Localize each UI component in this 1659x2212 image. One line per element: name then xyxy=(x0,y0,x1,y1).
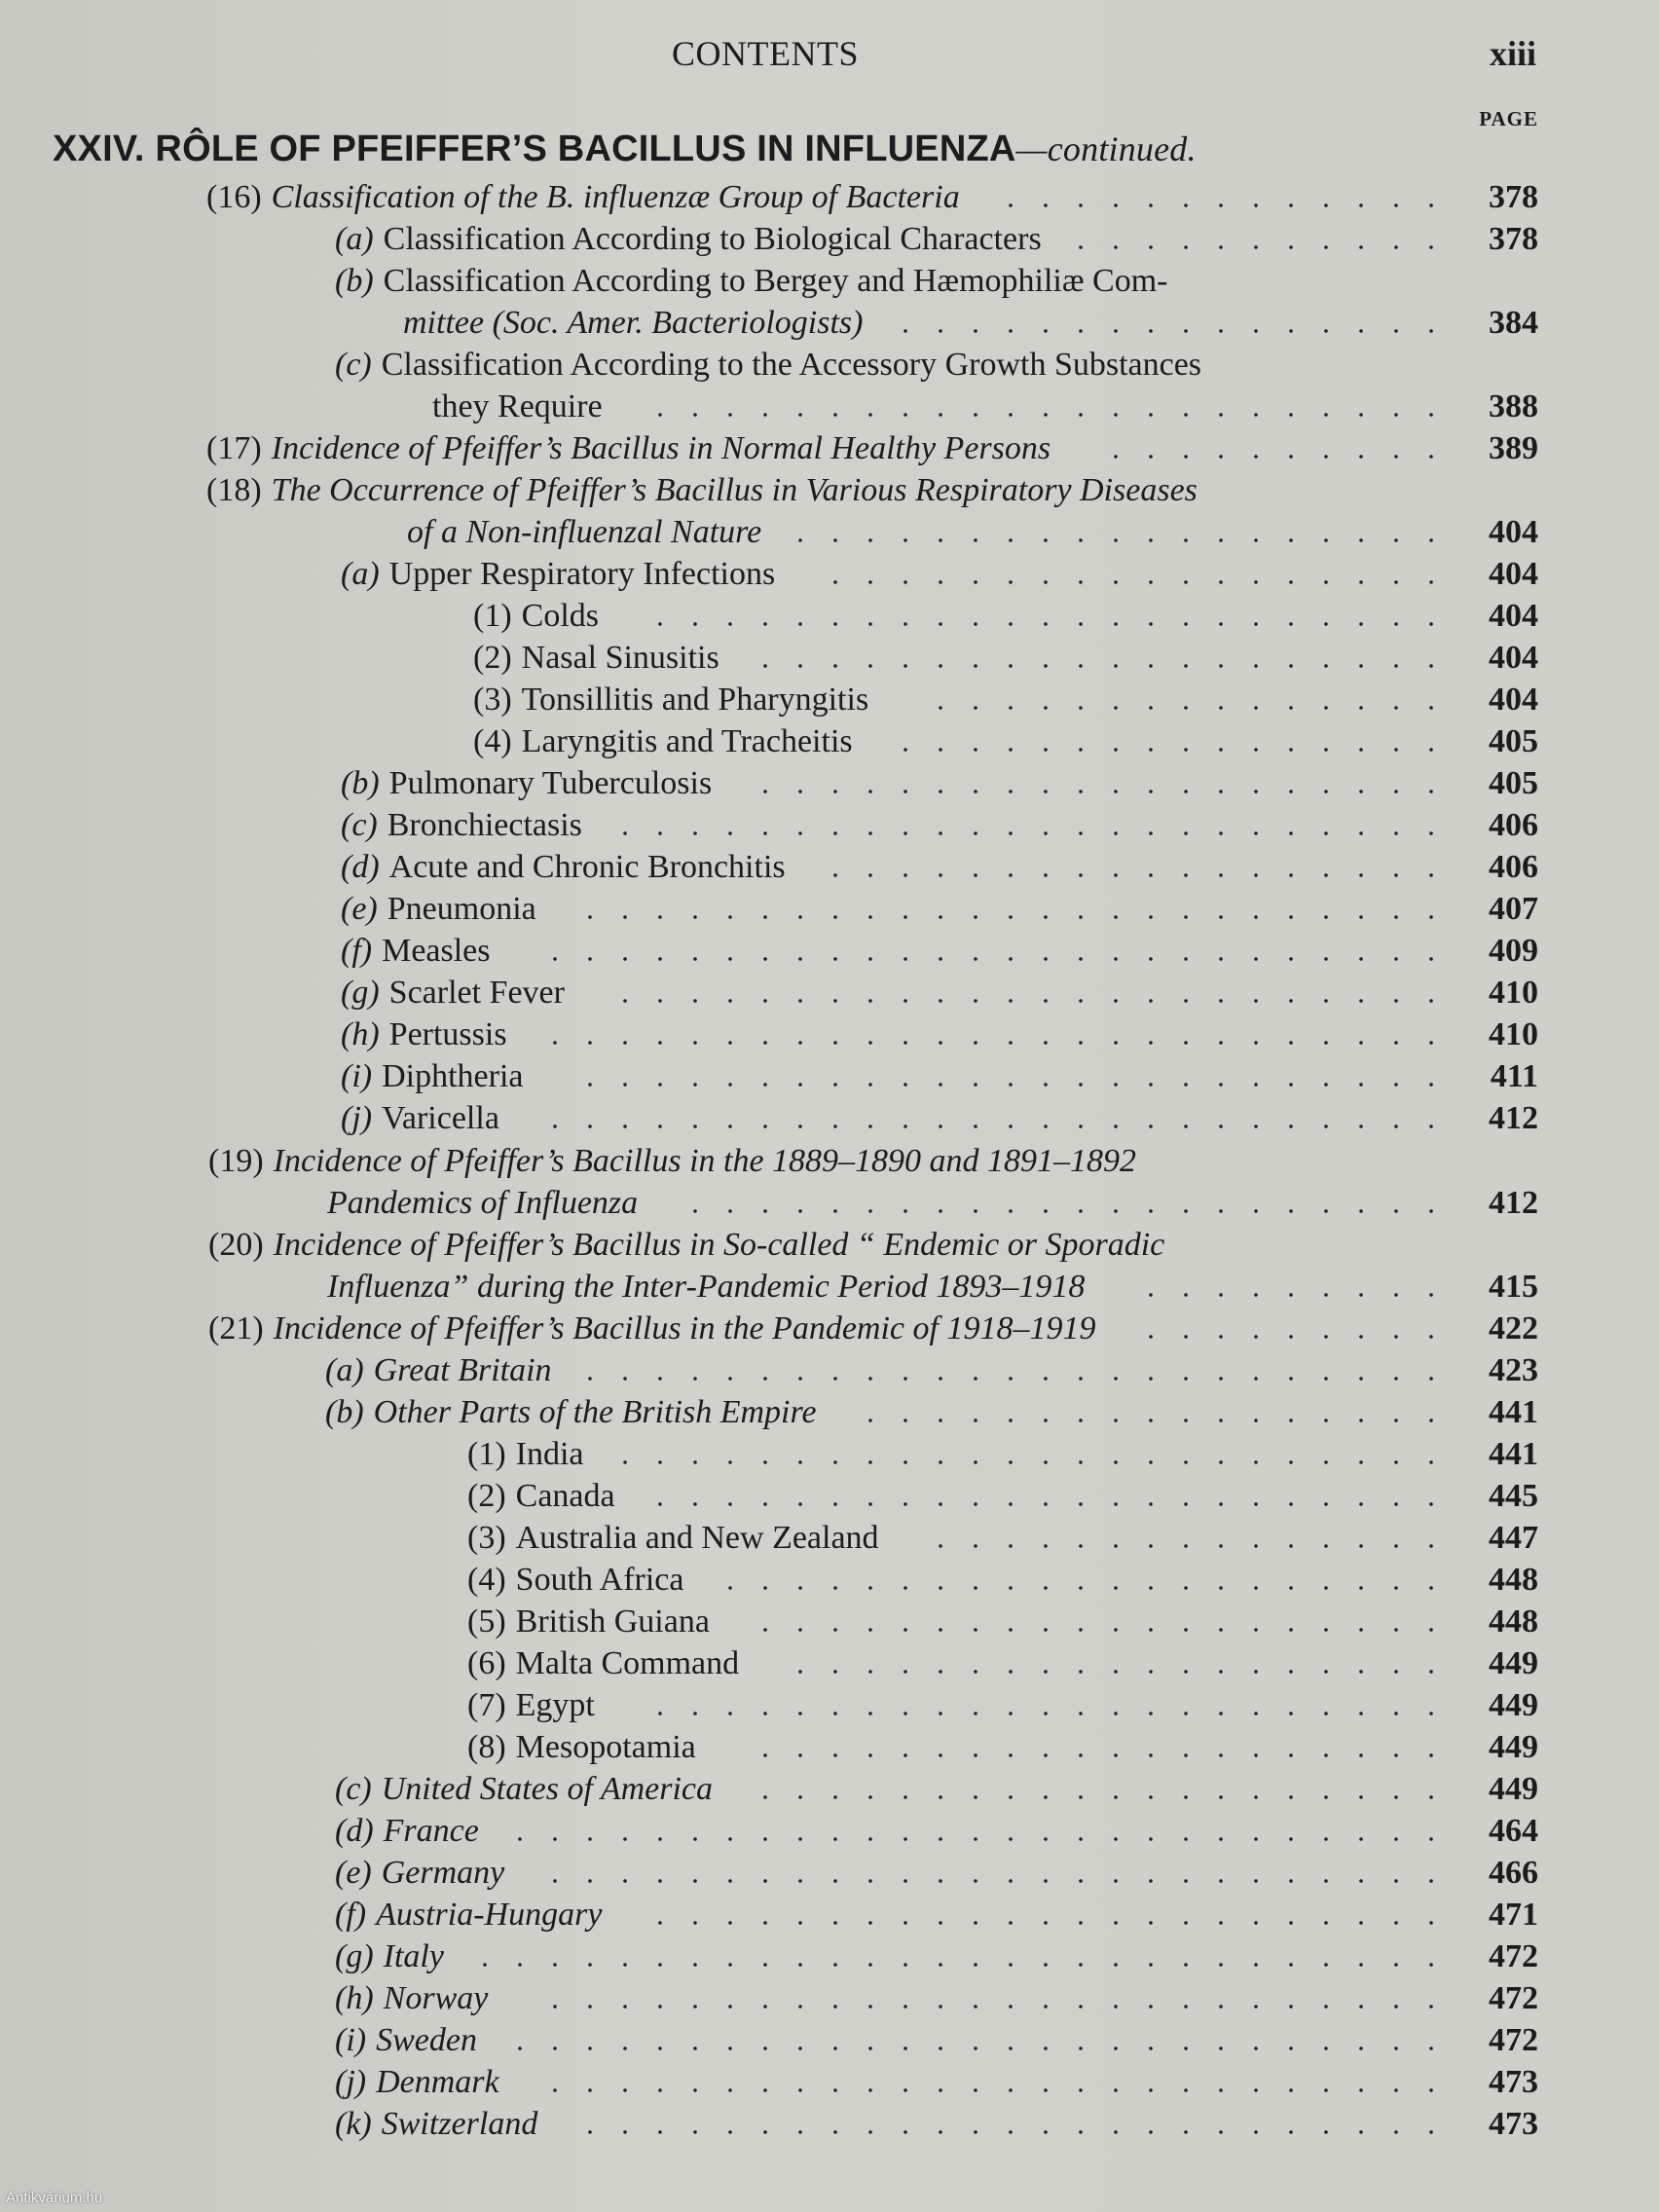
entry-letter: (b) xyxy=(341,765,380,801)
toc-entry[interactable] xyxy=(467,1434,1538,1475)
toc-entry[interactable] xyxy=(467,1560,1538,1601)
entry-title: Mesopotamia xyxy=(515,1729,696,1765)
entry-letter: (c) xyxy=(335,347,372,383)
entry-page: 445 xyxy=(1489,1478,1538,1514)
entry-page: 412 xyxy=(1489,1100,1538,1136)
entry-title: The Occurrence of Pfeiffer’s Bacillus in Various Respiratory Diseases xyxy=(271,472,1198,508)
entry-number: (4) xyxy=(467,1562,506,1598)
toc-entry[interactable] xyxy=(206,177,1538,218)
toc-entry[interactable] xyxy=(335,261,1460,302)
entry-number: (8) xyxy=(467,1729,506,1765)
toc-entry[interactable] xyxy=(341,847,1538,888)
entry-page: 422 xyxy=(1489,1310,1538,1346)
toc-entry[interactable] xyxy=(206,470,1460,511)
toc-entry[interactable] xyxy=(335,345,1460,386)
entry-title: Incidence of Pfeiffer’s Bacillus in the 1889–1890 and 1891–1892 xyxy=(273,1143,1137,1179)
entry-letter: (h) xyxy=(341,1016,380,1052)
entry-title: Acute and Chronic Bronchitis xyxy=(388,849,786,885)
entry-number: (21) xyxy=(208,1310,264,1346)
entry-page: 388 xyxy=(1489,388,1538,424)
entry-page: 404 xyxy=(1489,598,1538,634)
entry-title: Classification According to Biological Characters xyxy=(383,221,1042,257)
entry-title: United States of America xyxy=(381,1771,714,1807)
entry-page: 472 xyxy=(1489,1938,1538,1974)
toc-entry[interactable] xyxy=(341,931,1538,972)
entry-page: 466 xyxy=(1489,1855,1538,1891)
entry-page: 448 xyxy=(1489,1562,1538,1598)
toc-entry-continuation xyxy=(407,512,1538,553)
toc-entry[interactable] xyxy=(341,1098,1538,1139)
toc-entry[interactable] xyxy=(341,973,1538,1014)
entry-page: 410 xyxy=(1489,975,1538,1011)
entry-page: 404 xyxy=(1489,514,1538,550)
toc-entry[interactable] xyxy=(325,1392,1538,1433)
toc-entry[interactable] xyxy=(335,1811,1538,1852)
entry-letter: (f) xyxy=(335,1897,367,1933)
entry-page: 406 xyxy=(1489,849,1538,885)
entry-letter: (d) xyxy=(335,1813,374,1849)
entry-continuation: mittee (Soc. Amer. Bacteriologists) xyxy=(403,305,864,341)
entry-title: Tonsillitis and Pharyngitis xyxy=(521,682,869,718)
entry-page: 441 xyxy=(1489,1394,1538,1430)
entry-letter: (a) xyxy=(341,556,380,592)
entry-letter: (g) xyxy=(341,975,380,1011)
entry-title: Classification According to Bergey and Hæmophiliæ Com- xyxy=(383,263,1168,299)
toc-entry[interactable] xyxy=(467,1685,1538,1726)
entry-number: (17) xyxy=(206,430,262,466)
toc-entry[interactable] xyxy=(341,554,1538,595)
toc-entry[interactable] xyxy=(335,1853,1538,1894)
chapter-continued: —continued. xyxy=(1015,129,1197,168)
entry-page: 472 xyxy=(1489,2022,1538,2058)
entry-page: 473 xyxy=(1489,2106,1538,2142)
entry-title: Incidence of Pfeiffer’s Bacillus in So-called “ Endemic or Sporadic xyxy=(273,1227,1165,1263)
entry-page: 441 xyxy=(1489,1436,1538,1472)
toc-entry[interactable] xyxy=(335,1978,1538,2019)
entry-letter: (e) xyxy=(341,891,378,927)
entry-page: 448 xyxy=(1489,1604,1538,1640)
entry-title: Denmark xyxy=(376,2064,499,2100)
entry-letter: (h) xyxy=(335,1980,374,2016)
entry-title: Incidence of Pfeiffer’s Bacillus in the Pandemic of 1918–1919 xyxy=(273,1310,1096,1346)
toc-entry[interactable] xyxy=(473,638,1538,679)
entry-continuation: of a Non-influenzal Nature xyxy=(407,514,762,550)
toc-entry[interactable] xyxy=(335,2020,1538,2061)
entry-number: (16) xyxy=(206,179,262,215)
entry-title: Bronchiectasis xyxy=(387,807,582,843)
chapter-title: XXIV. RÔLE OF PFEIFFER’S BACILLUS IN INFLUENZA xyxy=(53,129,1016,169)
toc-entry[interactable] xyxy=(341,763,1538,804)
entry-title: Germany xyxy=(381,1855,505,1891)
entry-title: Pneumonia xyxy=(387,891,536,927)
entry-page: 389 xyxy=(1489,430,1538,466)
page-column-label: PAGE xyxy=(1479,107,1538,130)
entry-letter: (i) xyxy=(341,1058,373,1094)
entry-page: 447 xyxy=(1489,1520,1538,1556)
toc-entry[interactable] xyxy=(473,596,1538,637)
entry-letter: (b) xyxy=(325,1394,364,1430)
toc-entry[interactable] xyxy=(473,721,1538,762)
entry-page: 473 xyxy=(1489,2064,1538,2100)
toc-entry[interactable] xyxy=(341,1014,1538,1055)
entry-letter: (k) xyxy=(335,2106,372,2142)
toc-entry[interactable] xyxy=(467,1518,1538,1559)
entry-number: (3) xyxy=(467,1520,506,1556)
toc-entry-continuation xyxy=(327,1267,1538,1308)
entry-continuation: they Require xyxy=(432,388,603,424)
entry-title: Diphtheria xyxy=(382,1058,524,1094)
entry-title: Switzerland xyxy=(381,2106,538,2142)
entry-title: Classification of the B. influenzæ Group of Bacteria xyxy=(271,179,960,215)
entry-title: India xyxy=(515,1436,584,1472)
toc-entry[interactable] xyxy=(208,1309,1538,1349)
entry-number: (2) xyxy=(467,1478,506,1514)
watermark: Antikvárium.hu xyxy=(6,2190,103,2206)
entry-number: (5) xyxy=(467,1604,506,1640)
entry-title: British Guiana xyxy=(515,1604,710,1640)
toc-entry[interactable] xyxy=(335,2062,1538,2103)
entry-number: (20) xyxy=(208,1227,264,1263)
entry-page: 404 xyxy=(1489,640,1538,676)
entry-page: 406 xyxy=(1489,807,1538,843)
entry-letter: (g) xyxy=(335,1938,374,1974)
entry-title: France xyxy=(383,1813,479,1849)
entry-number: (3) xyxy=(473,682,512,718)
entry-title: South Africa xyxy=(515,1562,684,1598)
entry-letter: (i) xyxy=(335,2022,367,2058)
toc-entry[interactable] xyxy=(467,1727,1538,1768)
entry-title: Austria-Hungary xyxy=(376,1897,603,1933)
entry-number: (2) xyxy=(473,640,512,676)
entry-title: Scarlet Fever xyxy=(388,975,565,1011)
entry-page: 404 xyxy=(1489,682,1538,718)
entry-number: (1) xyxy=(467,1436,506,1472)
entry-number: (4) xyxy=(473,723,512,759)
toc-entry[interactable] xyxy=(208,1225,1460,1266)
entry-letter: (j) xyxy=(341,1100,373,1136)
entry-title: Norway xyxy=(383,1980,489,2016)
entry-title: Measles xyxy=(382,933,491,969)
entry-page: 378 xyxy=(1489,179,1538,215)
page-folio: xiii xyxy=(1489,34,1536,73)
entry-page: 378 xyxy=(1489,221,1538,257)
toc-entry[interactable] xyxy=(335,219,1538,260)
entry-letter: (b) xyxy=(335,263,374,299)
toc-entry[interactable] xyxy=(335,1769,1538,1810)
entry-letter: (c) xyxy=(335,1771,372,1807)
toc-entry[interactable] xyxy=(341,889,1538,930)
toc-entry[interactable] xyxy=(335,1895,1538,1936)
toc-entry[interactable] xyxy=(467,1643,1538,1684)
toc-entry[interactable] xyxy=(467,1476,1538,1517)
running-title: CONTENTS xyxy=(672,34,859,73)
entry-title: Australia and New Zealand xyxy=(515,1520,879,1556)
entry-title: Laryngitis and Tracheitis xyxy=(521,723,853,759)
entry-title: Classification According to the Accessory Growth Substances xyxy=(381,347,1202,383)
toc-entry-continuation xyxy=(403,303,1538,344)
entry-letter: (e) xyxy=(335,1855,372,1891)
toc-entry[interactable] xyxy=(341,805,1538,846)
entry-letter: (j) xyxy=(335,2064,367,2100)
entry-page: 405 xyxy=(1489,765,1538,801)
entry-title: Nasal Sinusitis xyxy=(521,640,719,676)
entry-page: 415 xyxy=(1489,1269,1538,1305)
entry-page: 405 xyxy=(1489,723,1538,759)
toc-entry[interactable] xyxy=(473,680,1538,720)
entry-title: Colds xyxy=(521,598,600,634)
entry-title: Italy xyxy=(383,1938,444,1974)
entry-title: Great Britain xyxy=(373,1352,552,1388)
entry-number: (19) xyxy=(208,1143,264,1179)
entry-continuation: Influenza” during the Inter-Pandemic Period 1893–1918 xyxy=(327,1269,1086,1305)
entry-title: Other Parts of the British Empire xyxy=(373,1394,817,1430)
toc-entry[interactable] xyxy=(335,1936,1538,1977)
toc-entry[interactable] xyxy=(335,2104,1538,2145)
entry-number: (6) xyxy=(467,1645,506,1681)
toc-entry[interactable] xyxy=(467,1602,1538,1642)
toc-entry-continuation xyxy=(432,387,1538,427)
entry-page: 423 xyxy=(1489,1352,1538,1388)
toc-entry[interactable] xyxy=(341,1056,1538,1097)
entry-page: 449 xyxy=(1489,1771,1538,1807)
toc-entry[interactable] xyxy=(208,1141,1460,1182)
entry-page: 409 xyxy=(1489,933,1538,969)
entry-number: (1) xyxy=(473,598,512,634)
entry-page: 472 xyxy=(1489,1980,1538,2016)
entry-page: 404 xyxy=(1489,556,1538,592)
entry-page: 411 xyxy=(1490,1058,1538,1094)
entry-title: Canada xyxy=(515,1478,615,1514)
entry-page: 464 xyxy=(1489,1813,1538,1849)
entry-title: Pertussis xyxy=(388,1016,507,1052)
entry-title: Varicella xyxy=(382,1100,499,1136)
entry-page: 407 xyxy=(1489,891,1538,927)
entry-title: Upper Respiratory Infections xyxy=(388,556,776,592)
entry-letter: (a) xyxy=(335,221,374,257)
entry-letter: (f) xyxy=(341,933,373,969)
toc-entry-continuation xyxy=(327,1183,1538,1224)
toc-entry[interactable] xyxy=(325,1350,1538,1391)
entry-letter: (a) xyxy=(325,1352,364,1388)
entry-page: 449 xyxy=(1489,1687,1538,1723)
entry-number: (18) xyxy=(206,472,262,508)
entry-title: Malta Command xyxy=(515,1645,740,1681)
entry-page: 384 xyxy=(1489,305,1538,341)
entry-letter: (d) xyxy=(341,849,380,885)
entry-title: Pulmonary Tuberculosis xyxy=(388,765,713,801)
entry-page: 412 xyxy=(1489,1185,1538,1221)
entry-page: 471 xyxy=(1489,1897,1538,1933)
toc-entry[interactable] xyxy=(206,428,1538,469)
entry-title: Egypt xyxy=(515,1687,595,1723)
entry-title: Sweden xyxy=(376,2022,477,2058)
entry-continuation: Pandemics of Influenza xyxy=(327,1185,639,1221)
entry-page: 449 xyxy=(1489,1729,1538,1765)
entry-title: Incidence of Pfeiffer’s Bacillus in Normal Healthy Persons xyxy=(271,430,1051,466)
entry-page: 449 xyxy=(1489,1645,1538,1681)
entry-letter: (c) xyxy=(341,807,378,843)
entry-number: (7) xyxy=(467,1687,506,1723)
entry-page: 410 xyxy=(1489,1016,1538,1052)
